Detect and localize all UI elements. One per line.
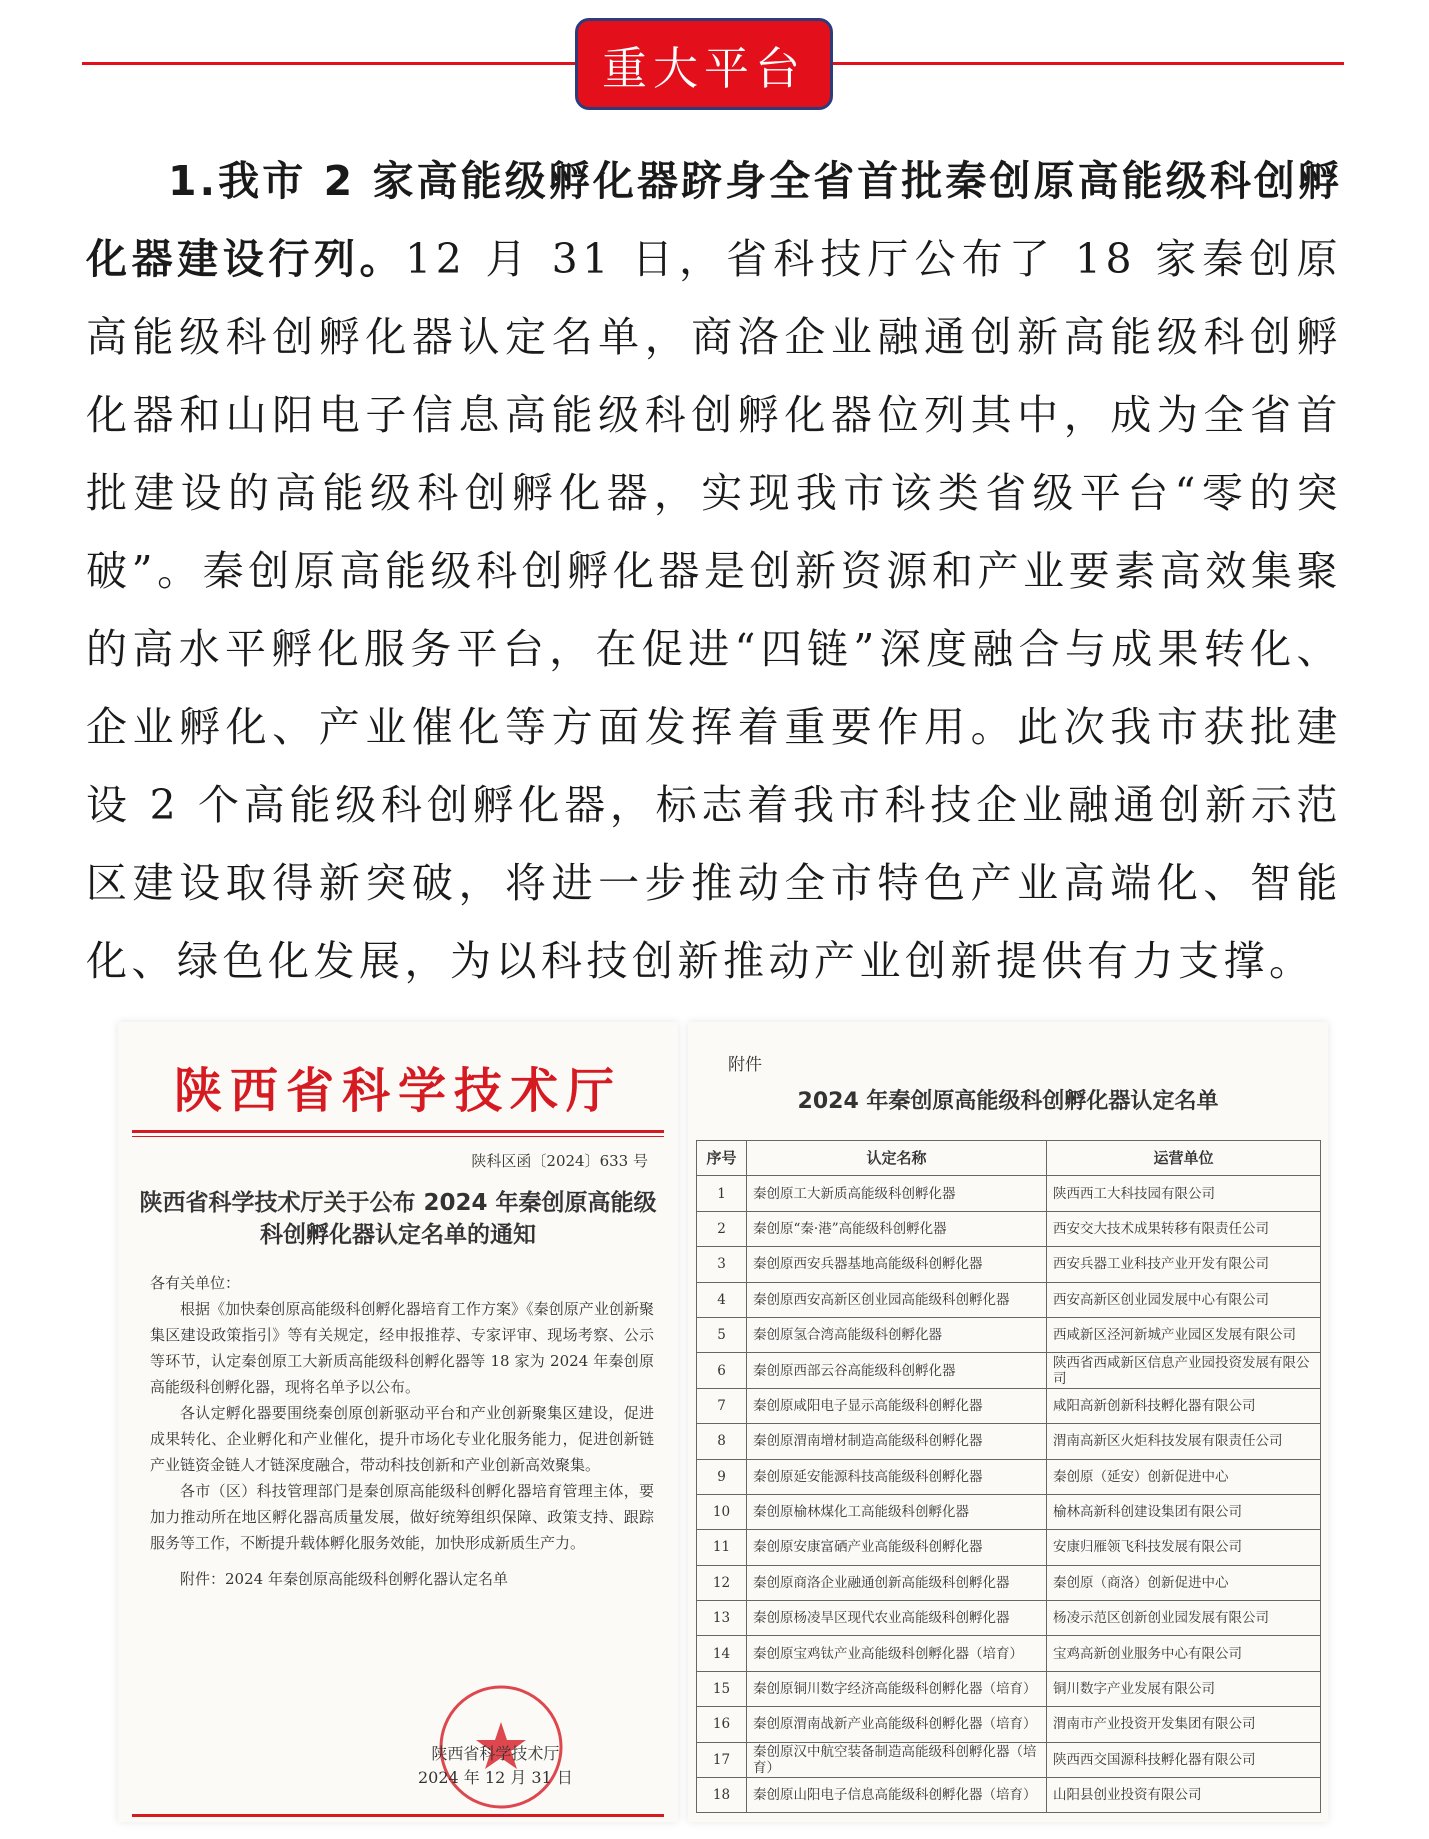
article-lead: 1.我市 2 家高能级孵化器跻身全省首批秦创原高能级科创孵化器建设行列。 bbox=[86, 157, 1342, 283]
operator-cell: 铜川数字产业发展有限公司 bbox=[1047, 1671, 1321, 1706]
table-row bbox=[697, 1636, 1321, 1671]
index-cell: 3 bbox=[697, 1247, 747, 1282]
notice-salutation: 各有关单位： bbox=[150, 1274, 241, 1292]
name-cell: 秦创原杨凌旱区现代农业高能级科创孵化器 bbox=[747, 1601, 1047, 1636]
section-badge-label: 重大平台 bbox=[601, 41, 806, 95]
notice-office-name: 陕西省科学技术厅 bbox=[173, 1063, 622, 1119]
table-row bbox=[697, 1282, 1321, 1317]
operator-cell: 西安兵器工业科技产业开发有限公司 bbox=[1047, 1247, 1321, 1282]
operator-cell: 榆林高新科创建设集团有限公司 bbox=[1047, 1494, 1321, 1529]
table-row bbox=[697, 1353, 1321, 1388]
operator-cell: 安康归雁领飞科技发展有限公司 bbox=[1047, 1530, 1321, 1565]
operator-cell: 渭南市产业投资开发集团有限公司 bbox=[1047, 1707, 1321, 1742]
column-header: 序号 bbox=[697, 1141, 747, 1176]
column-header: 认定名称 bbox=[747, 1141, 1047, 1176]
table-row bbox=[697, 1211, 1321, 1246]
name-cell: 秦创原“秦·港”高能级科创孵化器 bbox=[747, 1211, 1047, 1246]
section-badge bbox=[575, 18, 833, 110]
index-cell: 2 bbox=[697, 1211, 747, 1246]
operator-cell: 陕西省西咸新区信息产业园投资发展有限公司 bbox=[1047, 1353, 1321, 1388]
index-cell: 16 bbox=[697, 1707, 747, 1742]
name-cell: 秦创原渭南战新产业高能级科创孵化器（培育） bbox=[747, 1707, 1047, 1742]
name-cell: 秦创原铜川数字经济高能级科创孵化器（培育） bbox=[747, 1671, 1047, 1706]
index-cell: 15 bbox=[697, 1671, 747, 1706]
table-row bbox=[697, 1176, 1321, 1211]
operator-cell: 秦创原（延安）创新促进中心 bbox=[1047, 1459, 1321, 1494]
annex-scan bbox=[688, 1022, 1328, 1822]
notice-doc-number: 陕科区函〔2024〕633 号 bbox=[471, 1152, 648, 1170]
name-cell: 秦创原榆林煤化工高能级科创孵化器 bbox=[747, 1494, 1047, 1529]
operator-cell: 咸阳高新创新科技孵化器有限公司 bbox=[1047, 1388, 1321, 1423]
index-cell: 9 bbox=[697, 1459, 747, 1494]
table-row bbox=[697, 1424, 1321, 1459]
name-cell: 秦创原宝鸡钛产业高能级科创孵化器（培育） bbox=[747, 1636, 1047, 1671]
article bbox=[86, 142, 1342, 1000]
table-header-row bbox=[697, 1141, 1321, 1176]
operator-cell: 西安交大技术成果转移有限责任公司 bbox=[1047, 1211, 1321, 1246]
index-cell: 14 bbox=[697, 1636, 747, 1671]
article-body: 12 月 31 日，省科技厅公布了 18 家秦创原高能级科创孵化器认定名单，商洛企业融通创新高能级科创孵化器和山阳电子信息高能级科创孵化器位列其中，成为全省首批建设的高能级科创孵化器，实现我市该类省级平台“零的突破”。秦创原高能级科创孵化器是创新资源和产业要素高效集聚的高水平孵化服务平台，在促进“四链”深度融合与成果转化、企业孵化、产业催化等方面发挥着重要作用。此次我市获批建设 2 个高能级科创孵化器，标志着我市科技企业融通创新示范区建设取得新突破，将进一步推动全市特色产业高端化、智能化、绿色化发展，为以科技创新推动产业创新提供有力支撑。 bbox=[86, 235, 1342, 985]
table-row bbox=[697, 1778, 1321, 1813]
notice-paragraph: 根据《加快秦创原高能级科创孵化器培育工作方案》《秦创原产业创新聚集区建设政策指引》等有关规定，经申报推荐、专家评审、现场考察、公示等环节，认定秦创原工大新质高能级科创孵化器等 18 家为 2024 年秦创原高能级科创孵化器，现将名单予以公布。 bbox=[150, 1300, 654, 1396]
index-cell: 17 bbox=[697, 1742, 747, 1777]
name-cell: 秦创原汉中航空装备制造高能级科创孵化器（培育） bbox=[747, 1742, 1047, 1777]
name-cell: 秦创原商洛企业融通创新高能级科创孵化器 bbox=[747, 1565, 1047, 1600]
table-row bbox=[697, 1565, 1321, 1600]
table-row bbox=[697, 1742, 1321, 1777]
table-row bbox=[697, 1247, 1321, 1282]
notice-red-rule-top bbox=[132, 1130, 664, 1133]
notice-attachment-line: 附件：2024 年秦创原高能级科创孵化器认定名单 bbox=[180, 1570, 508, 1588]
index-cell: 7 bbox=[697, 1388, 747, 1423]
notice-scan bbox=[118, 1022, 678, 1822]
notice-red-rule-thin bbox=[132, 1136, 664, 1137]
name-cell: 秦创原山阳电子信息高能级科创孵化器（培育） bbox=[747, 1778, 1047, 1813]
index-cell: 5 bbox=[697, 1317, 747, 1352]
name-cell: 秦创原渭南增材制造高能级科创孵化器 bbox=[747, 1424, 1047, 1459]
operator-cell: 渭南高新区火炬科技发展有限责任公司 bbox=[1047, 1424, 1321, 1459]
index-cell: 11 bbox=[697, 1530, 747, 1565]
table-row bbox=[697, 1388, 1321, 1423]
annex-title: 2024 年秦创原高能级科创孵化器认定名单 bbox=[797, 1089, 1219, 1114]
index-cell: 1 bbox=[697, 1176, 747, 1211]
name-cell: 秦创原氢合湾高能级科创孵化器 bbox=[747, 1317, 1047, 1352]
notice-title: 陕西省科学技术厅关于公布 2024 年秦创原高能级科创孵化器认定名单的通知 bbox=[139, 1190, 657, 1248]
name-cell: 秦创原西安高新区创业园高能级科创孵化器 bbox=[747, 1282, 1047, 1317]
operator-cell: 西安高新区创业园发展中心有限公司 bbox=[1047, 1282, 1321, 1317]
index-cell: 12 bbox=[697, 1565, 747, 1600]
notice-paragraph: 各市（区）科技管理部门是秦创原高能级科创孵化器培育管理主体，要加力推动所在地区孵化器高质量发展，做好统筹组织保障、政策支持、跟踪服务等工作，不断提升载体孵化服务效能，加快形成新质生产力。 bbox=[150, 1482, 654, 1552]
notice-body bbox=[150, 1270, 654, 1592]
table-row bbox=[697, 1671, 1321, 1706]
table-row bbox=[697, 1494, 1321, 1529]
index-cell: 18 bbox=[697, 1778, 747, 1813]
notice-signature: 陕西省科学技术厅 bbox=[431, 1744, 560, 1763]
notice-date: 2024 年 12 月 31 日 bbox=[418, 1768, 573, 1787]
table-row bbox=[697, 1530, 1321, 1565]
annex-label: 附件 bbox=[728, 1055, 762, 1075]
column-header: 运营单位 bbox=[1047, 1141, 1321, 1176]
article-paragraph bbox=[86, 142, 1342, 1000]
name-cell: 秦创原咸阳电子显示高能级科创孵化器 bbox=[747, 1388, 1047, 1423]
name-cell: 秦创原西安兵器基地高能级科创孵化器 bbox=[747, 1247, 1047, 1282]
name-cell: 秦创原工大新质高能级科创孵化器 bbox=[747, 1176, 1047, 1211]
index-cell: 8 bbox=[697, 1424, 747, 1459]
name-cell: 秦创原延安能源科技高能级科创孵化器 bbox=[747, 1459, 1047, 1494]
operator-cell: 宝鸡高新创业服务中心有限公司 bbox=[1047, 1636, 1321, 1671]
notice-signature-block bbox=[418, 1742, 573, 1790]
table-row bbox=[697, 1317, 1321, 1352]
notice-paragraph: 各认定孵化器要围绕秦创原创新驱动平台和产业创新聚集区建设，促进成果转化、企业孵化和产业催化，提升市场化专业化服务能力，促进创新链产业链资金链人才链深度融合，带动科技创新和产业创新高效聚集。 bbox=[150, 1404, 654, 1474]
index-cell: 13 bbox=[697, 1601, 747, 1636]
index-cell: 10 bbox=[697, 1494, 747, 1529]
table-row bbox=[697, 1601, 1321, 1636]
notice-red-rule-bottom bbox=[132, 1814, 664, 1817]
name-cell: 秦创原安康富硒产业高能级科创孵化器 bbox=[747, 1530, 1047, 1565]
operator-cell: 陕西西工大科技园有限公司 bbox=[1047, 1176, 1321, 1211]
index-cell: 6 bbox=[697, 1353, 747, 1388]
operator-cell: 杨凌示范区创新创业园发展有限公司 bbox=[1047, 1601, 1321, 1636]
operator-cell: 秦创原（商洛）创新促进中心 bbox=[1047, 1565, 1321, 1600]
operator-cell: 西咸新区泾河新城产业园区发展有限公司 bbox=[1047, 1317, 1321, 1352]
index-cell: 4 bbox=[697, 1282, 747, 1317]
name-cell: 秦创原西部云谷高能级科创孵化器 bbox=[747, 1353, 1047, 1388]
table-row bbox=[697, 1707, 1321, 1742]
operator-cell: 陕西西交国源科技孵化器有限公司 bbox=[1047, 1742, 1321, 1777]
annex-table-body bbox=[697, 1176, 1321, 1813]
annex-table bbox=[696, 1140, 1321, 1813]
table-row bbox=[697, 1459, 1321, 1494]
operator-cell: 山阳县创业投资有限公司 bbox=[1047, 1778, 1321, 1813]
